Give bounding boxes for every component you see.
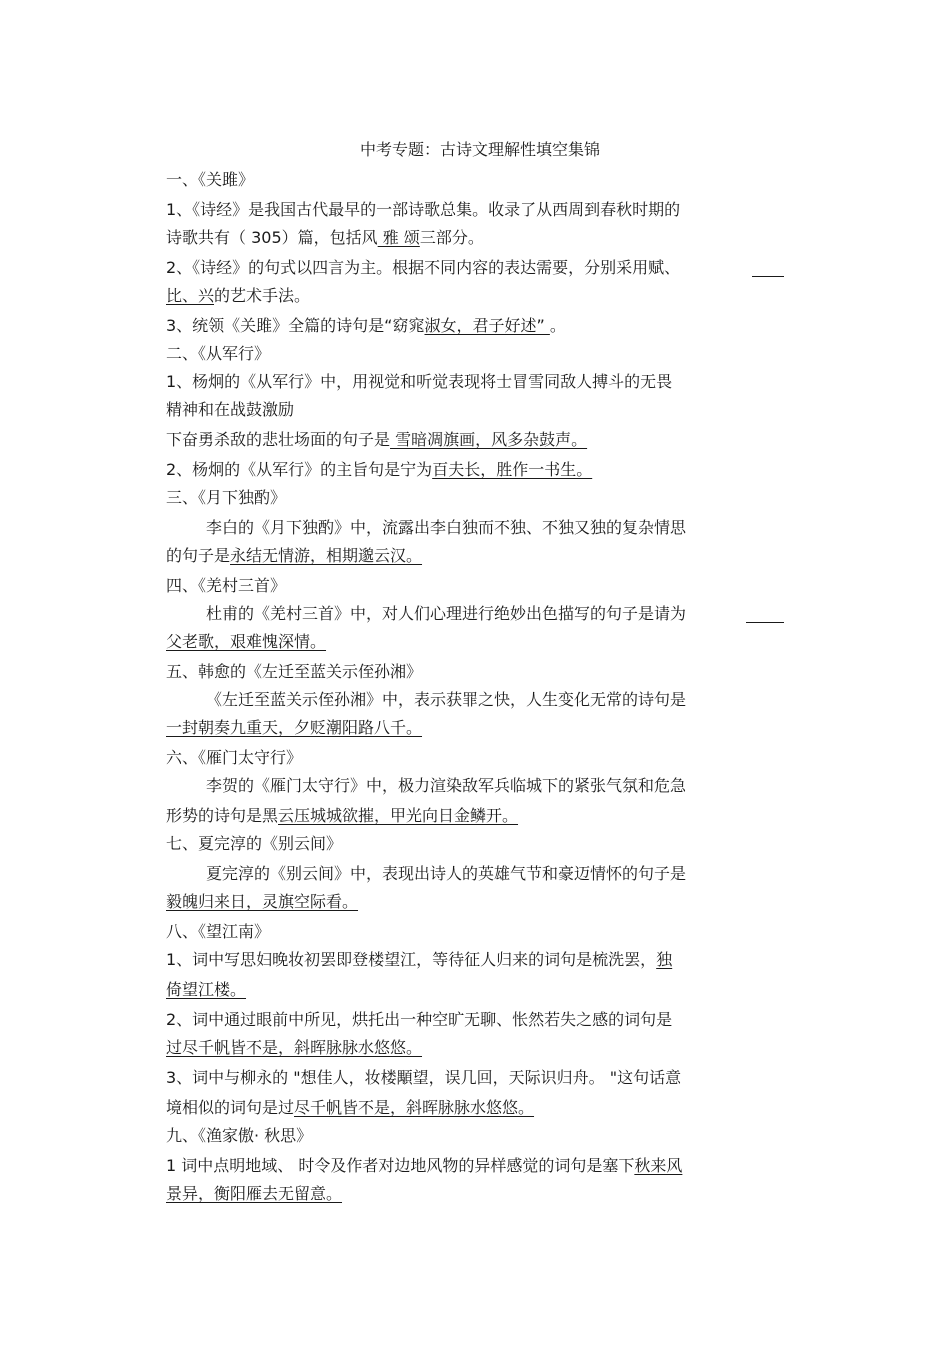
blank-rule	[752, 276, 784, 277]
blank-rule	[746, 622, 784, 623]
text-line	[166, 632, 326, 652]
text-line	[166, 1126, 312, 1146]
line-text: 2、《诗经》的句式以四言为主。根据不同内容的表达需要，分别采用赋、	[166, 258, 681, 277]
line-text-tail: 。	[549, 316, 566, 335]
line-text: 1 词中点明地域、 时令及作者对边地风物的异样感觉的词句是塞下	[166, 1156, 635, 1175]
answer-underlined: 云压城城欲摧，甲光向日金鳞开。	[278, 806, 519, 825]
text-line	[166, 1156, 682, 1176]
answer-underlined: 比、兴	[166, 286, 215, 305]
line-text: 李白的《月下独酌》中，流露出李白独而不独、不独又独的复杂情思	[206, 518, 687, 537]
text-line	[166, 430, 587, 450]
line-text: 二、《从军行》	[166, 344, 271, 363]
line-text: 八、《望江南》	[166, 922, 271, 941]
text-line	[166, 950, 672, 970]
line-text: 形势的诗句是黑	[166, 806, 279, 825]
text-line	[166, 834, 342, 854]
text-line	[166, 316, 566, 336]
answer-underlined: 永结无情游，相期邈云汉。	[230, 546, 423, 565]
text-line	[166, 662, 422, 682]
text-line	[166, 170, 254, 190]
text-line	[166, 690, 686, 710]
answer-underlined: 秋来风	[634, 1156, 683, 1175]
text-line	[166, 460, 592, 480]
answer-underlined: 父老歌，艰难愧深情。	[166, 632, 327, 651]
text-line	[166, 200, 680, 220]
line-text: 的句子是	[166, 546, 231, 565]
line-text: 精神和在战鼓激励	[166, 400, 295, 419]
text-line	[166, 576, 286, 596]
answer-underlined: 雅 颂	[377, 228, 420, 247]
line-text: 九、《渔家傲· 秋思》	[166, 1126, 313, 1145]
text-line	[166, 400, 294, 420]
text-line	[166, 806, 518, 826]
text-line	[166, 718, 422, 738]
answer-underlined: 过尽千帆皆不是，斜晖脉脉水悠悠。	[166, 1038, 423, 1057]
text-line	[166, 228, 484, 248]
line-text: 2、词中通过眼前中所见，烘托出一种空旷无聊、怅然若失之感的词句是	[166, 1010, 673, 1029]
text-line	[166, 286, 310, 306]
line-text: 下奋勇杀敌的悲壮场面的句子是	[166, 430, 391, 449]
text-line	[166, 748, 302, 768]
page-title: 中考专题：古诗文理解性填空集锦	[360, 140, 601, 159]
text-line	[166, 604, 686, 624]
text-line	[166, 922, 270, 942]
line-text: 杜甫的《羌村三首》中，对人们心理进行绝妙出色描写的句子是请为	[206, 604, 687, 623]
line-text: 《左迁至蓝关示侄孙湘》中，表示获罪之快，人生变化无常的诗句是	[206, 690, 687, 709]
text-line	[166, 518, 686, 538]
answer-underlined: 毅魄归来日，灵旗空际看。	[166, 892, 359, 911]
line-text: 境相似的词句是过	[166, 1098, 295, 1117]
text-line	[166, 1038, 422, 1058]
text-line	[166, 488, 286, 508]
text-line	[166, 1098, 534, 1118]
line-text: 诗歌共有（ 305）篇，包括风	[166, 228, 378, 247]
answer-underlined: 倚望江楼。	[166, 980, 247, 999]
line-text: 四、《羌村三首》	[166, 576, 287, 595]
line-text: 1、词中写思妇晚妆初罢即登楼望江，等待征人归来的词句是梳洗罢，	[166, 950, 657, 969]
line-text: 三、《月下独酌》	[166, 488, 287, 507]
text-line	[166, 892, 358, 912]
text-line	[166, 1010, 672, 1030]
text-line	[166, 864, 686, 884]
answer-underlined: 一封朝奏九重天，夕贬潮阳路八千。	[166, 718, 423, 737]
line-text: 2、杨炯的《从军行》的主旨句是宁为	[166, 460, 433, 479]
text-line	[166, 258, 680, 278]
answer-underlined: 尽千帆皆不是，斜晖脉脉水悠悠。	[294, 1098, 535, 1117]
text-line	[166, 372, 672, 392]
answer-underlined: 百夫长，胜作一书生。	[432, 460, 593, 479]
answer-underlined: 淑女，君子好述”	[424, 316, 550, 335]
line-text-tail: 三部分。	[419, 228, 484, 247]
line-text: 1、《诗经》是我国古代最早的一部诗歌总集。收录了从西周到春秋时期的	[166, 200, 681, 219]
answer-underlined: 景异，衡阳雁去无留意。	[166, 1184, 343, 1203]
text-line	[166, 1184, 342, 1204]
text-line	[166, 546, 422, 566]
line-text-tail: 的艺术手法。	[214, 286, 311, 305]
text-line	[166, 776, 686, 796]
line-text: 3、词中与柳永的 "想佳人，妆楼顒望，误几回，天际识归舟。 "这句话意	[166, 1068, 682, 1087]
line-text: 1、杨炯的《从军行》中，用视觉和听觉表现将士冒雪同敌人搏斗的无畏	[166, 372, 673, 391]
line-text: 李贺的《雁门太守行》中，极力渲染敌军兵临城下的紧张气氛和危急	[206, 776, 687, 795]
line-text: 3、统领《关雎》全篇的诗句是“窈窕	[166, 316, 425, 335]
line-text: 一、《关雎》	[166, 170, 255, 189]
text-line	[166, 344, 270, 364]
line-text: 七、夏完淳的《别云间》	[166, 834, 343, 853]
line-text: 六、《雁门太守行》	[166, 748, 303, 767]
answer-underlined: 独	[656, 950, 673, 969]
text-line	[166, 1068, 681, 1088]
text-line	[166, 980, 246, 1000]
line-text: 五、韩愈的《左迁至蓝关示侄孙湘》	[166, 662, 423, 681]
line-text: 夏完淳的《别云间》中，表现出诗人的英雄气节和豪迈情怀的句子是	[206, 864, 687, 883]
answer-underlined: 雪暗凋旗画，风多杂鼓声。	[390, 430, 588, 449]
